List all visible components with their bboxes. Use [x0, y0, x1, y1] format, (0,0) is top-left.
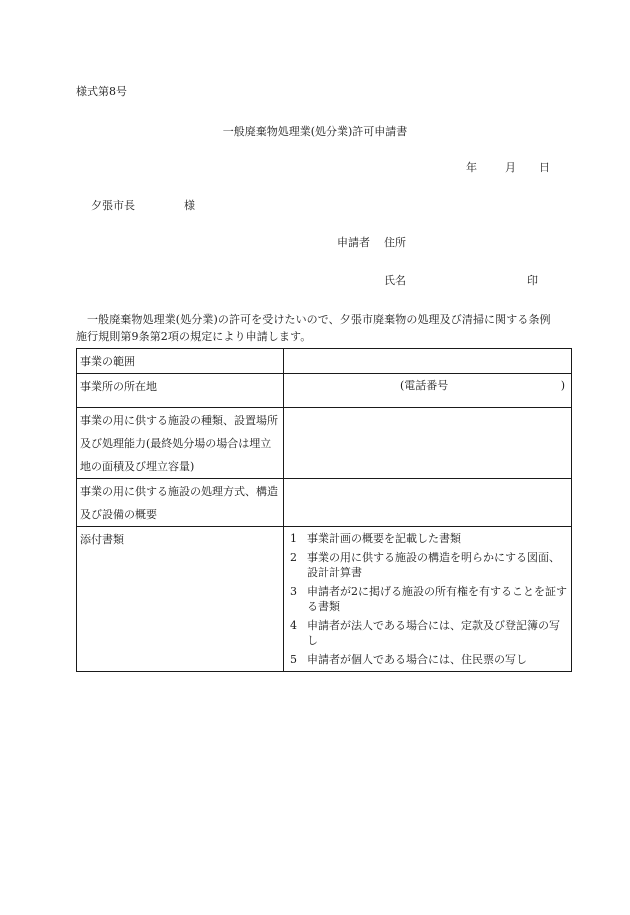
- form-title: 一般廃棄物処理業(処分業)許可申請書: [222, 125, 408, 138]
- list-item: [287, 652, 568, 667]
- facility-type-field[interactable]: [284, 408, 572, 479]
- address-label: 住所: [384, 236, 406, 249]
- intro-paragraph: 一般廃棄物処理業(処分業)の許可を受けたいので、夕張市廃棄物の処理及び清掃に関する条例施行規則第9条第2項の規定により申請します。: [76, 313, 551, 343]
- list-item-text: 申請者が2に掲げる施設の所有権を有することを証する書類: [307, 585, 567, 613]
- table-row: [77, 374, 572, 408]
- list-item-number: 5: [290, 653, 297, 666]
- date-year-label: 年: [466, 161, 477, 174]
- attachments-list-cell: [284, 527, 572, 672]
- applicant-label: 申請者: [337, 236, 370, 249]
- form-number: 様式第8号: [76, 85, 127, 98]
- date-day-label: 日: [539, 161, 550, 174]
- processing-method-label: 事業の用に供する施設の処理方式、構造及び設備の概要: [77, 479, 284, 527]
- attachments-list: [287, 531, 568, 667]
- office-location-field[interactable]: [284, 374, 572, 408]
- list-item-number: 4: [290, 619, 297, 632]
- business-scope-label: 事業の範囲: [77, 349, 284, 374]
- list-item-text: 申請者が個人である場合には、住民票の写し: [307, 653, 527, 666]
- recipient-honorific: 様: [184, 199, 195, 212]
- recipient: 夕張市長: [91, 199, 135, 212]
- list-item-text: 事業計画の概要を記載した書類: [307, 532, 461, 545]
- phone-number-close-paren: ): [560, 379, 565, 392]
- list-item: [287, 584, 568, 614]
- date-month-label: 月: [505, 161, 516, 174]
- office-location-label: 事業所の所在地: [77, 374, 284, 408]
- table-row: [77, 479, 572, 527]
- table-row: [77, 408, 572, 479]
- list-item-number: 1: [290, 532, 297, 545]
- facility-type-label: 事業の用に供する施設の種類、設置場所及び処理能力(最終処分場の場合は埋立地の面積及び埋立容量): [77, 408, 284, 479]
- seal-label: 印: [527, 274, 538, 287]
- table-row: [77, 527, 572, 672]
- list-item-number: 3: [290, 585, 297, 598]
- phone-number-label: (電話番号: [400, 379, 449, 392]
- attachments-label: 添付書類: [77, 527, 284, 672]
- list-item-number: 2: [290, 551, 297, 564]
- application-table: [76, 348, 572, 672]
- list-item-text: 事業の用に供する施設の構造を明らかにする図面、設計計算書: [307, 551, 560, 579]
- list-item: [287, 618, 568, 648]
- list-item-text: 申請者が法人である場合には、定款及び登記簿の写し: [307, 619, 560, 647]
- list-item: [287, 550, 568, 580]
- name-label: 氏名: [384, 274, 406, 287]
- processing-method-field[interactable]: [284, 479, 572, 527]
- table-row: [77, 349, 572, 374]
- list-item: [287, 531, 568, 546]
- business-scope-field[interactable]: [284, 349, 572, 374]
